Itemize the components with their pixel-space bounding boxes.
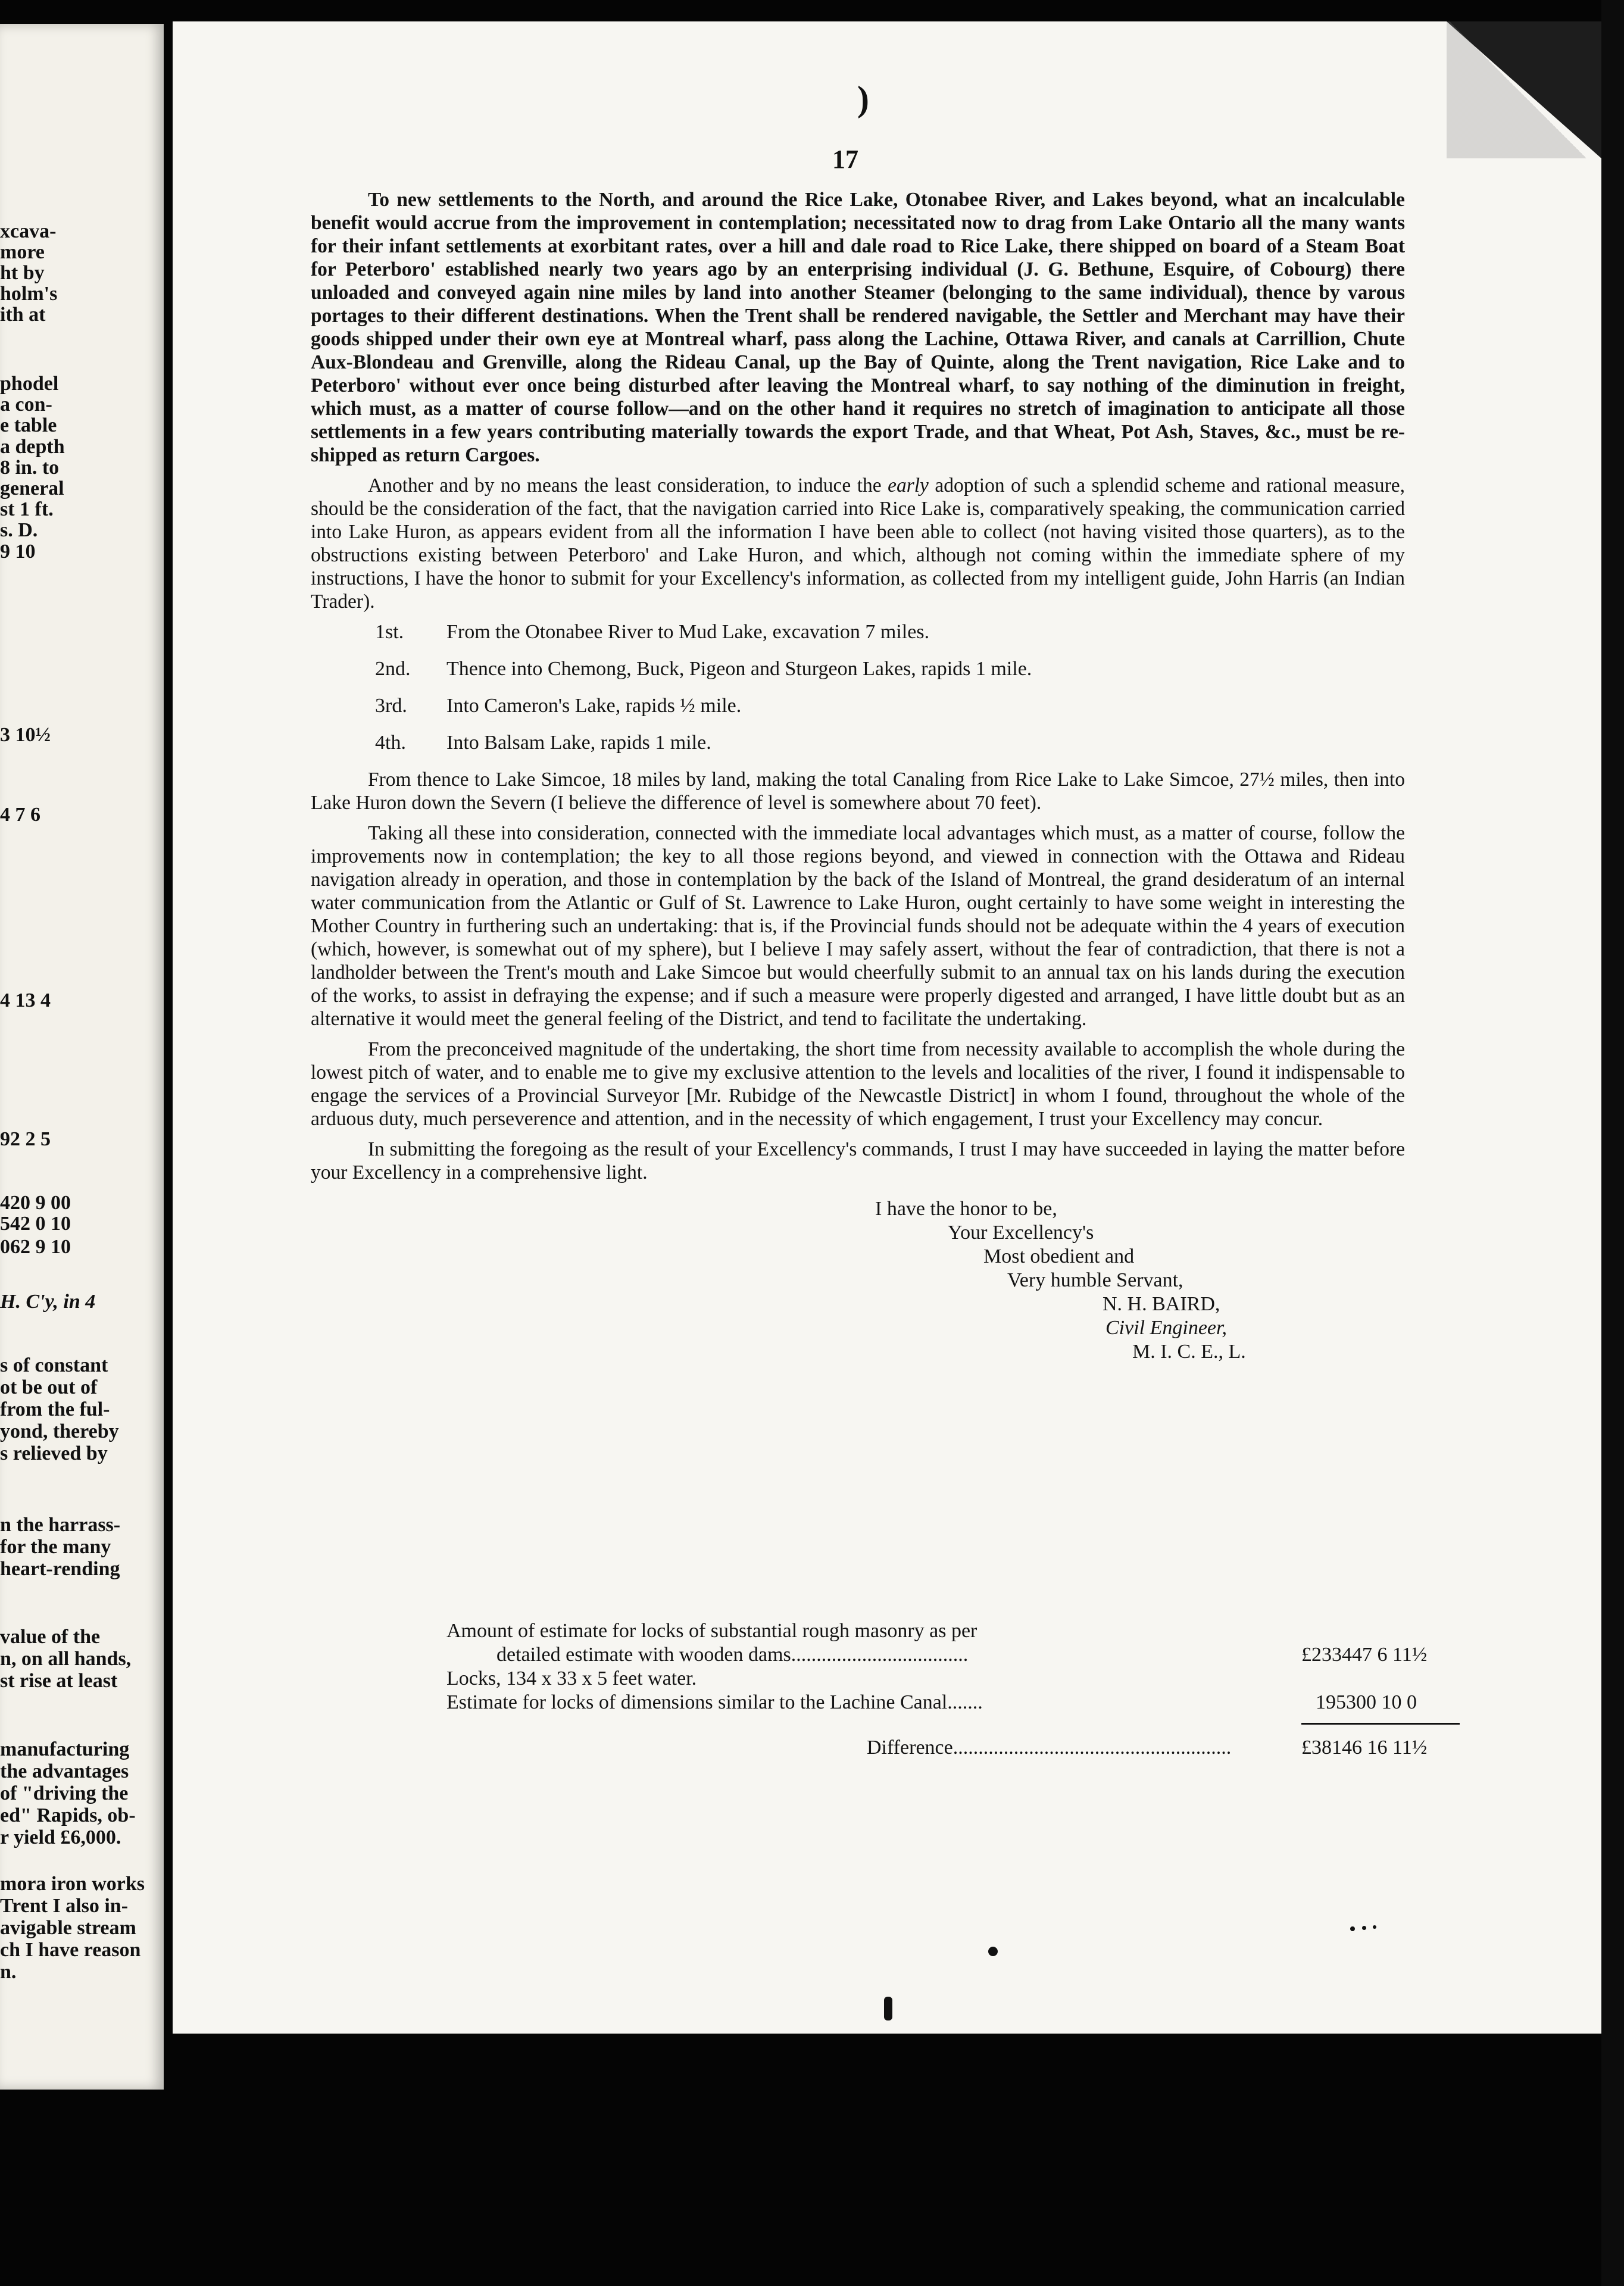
estimate-row: [446, 1667, 1470, 1691]
paragraph-2-italic: early: [888, 474, 929, 496]
signature-title: Civil Engineer,: [1105, 1317, 1227, 1339]
difference-label: Difference.......................................................: [867, 1737, 1232, 1759]
ink-speck: [988, 1947, 998, 1956]
estimate-row: [446, 1619, 1470, 1643]
difference-amount: £38146 16 11½: [1301, 1737, 1428, 1759]
list-item: [375, 657, 1405, 681]
closing-block: [311, 1197, 1405, 1364]
adjacent-page-fragment: a con-: [0, 394, 52, 416]
adjacent-page-fragment: more: [0, 241, 45, 263]
closing-line: I have the honor to be,: [875, 1198, 1057, 1220]
adjacent-page-fragment: Trent I also in-: [0, 1895, 129, 1917]
paragraph-4: Taking all these into consideration, connected with the immediate local advantages which must, as a matter of course, follow the improvements now in contemplation; the key to all those regions beyond, and viewed in connection with the Ottawa and Rideau navigation already in operation, and those in contemplation by the back of the Island of Montreal, the grand desideratum of an internal water communication from the Atlantic or Gulf of St. Lawrence to Lake Huron, ought certainly to have some weight in interesting the Mother Country in furthering such an undertaking: that is, if the Provincial funds should not be adequate within the 4 years of execution (which, however, is somewhat out of my sphere), but I believe I may safely assert, without the fear of contradiction, that there is not a landholder between the Trent's mouth and Lake Simcoe but would cheerfully submit to an annual tax on his lands during the execution of the works, to assist in defraying the expense; and if such a measure were properly digested and arranged, I have little doubt but as an alternative it would meet the general feeling of the District, and tend to facilitate the undertaking.: [311, 822, 1405, 1030]
adjacent-page-fragment: avigable stream: [0, 1917, 136, 1939]
page-number: 17: [832, 145, 858, 174]
estimate-row: [446, 1643, 1470, 1667]
paragraph-3: From thence to Lake Simcoe, 18 miles by land, making the total Canaling from Rice Lake to Lake Simcoe, 27½ miles, then into Lake Huron down the Severn (I believe the difference of level is somewhere about 70 feet).: [311, 769, 1405, 814]
adjacent-page-fragment: manufacturing: [0, 1738, 130, 1760]
paragraph-1: To new settlements to the North, and around the Rice Lake, Otonabee River, and Lakes beyond, what an incalculable benefit would accrue from the improvement in contemplation; necessitated now to drag from Lake Ontario all the many wants for their infant settlements at exorbitant rates, over a hill and dale road to Rice Lake, there shipped on board of a Steam Boat for Peterboro' established nearly two years ago by an enterprising individual (J. G. Bethune, Esquire, of Cobourg) there unloaded and conveyed again nine miles by land into another Steamer (belonging to the same individual), thence by varous portages to their different destinations. When the Trent shall be rendered navigable, the Settler and Merchant may have their goods shipped under their own eye at Montreal wharf, pass along the Lachine, Ottawa River, and canals at Carrillion, Chute Aux-Blondeau and Grenville, along the Rideau Canal, up the Bay of Quinte, along the Trent navigation, Rice Lake and to Peterboro' without ever once being disturbed after leaving the Montreal wharf, to say nothing of the diminution in freight, which must, as a matter of course follow—and on the other hand it requires no stretch of imagination to anticipate all those settlements in a few years contributing materially towards the export Trade, and that Wheat, Pot Ash, Staves, &c., must be re-shipped as return Cargoes.: [311, 189, 1405, 466]
adjacent-page-fragment: st 1 ft.: [0, 498, 54, 520]
estimate-label: detailed estimate with wooden dams...................................: [496, 1644, 969, 1666]
list-text: Into Balsam Lake, rapids 1 mile.: [446, 732, 711, 754]
sum-rule: [1301, 1723, 1460, 1725]
corner-shadow: [1447, 21, 1589, 158]
estimate-row: [446, 1736, 1470, 1760]
estimate-label: Amount of estimate for locks of substantial rough masonry as per: [446, 1620, 977, 1642]
ink-speck: [1373, 1925, 1376, 1929]
body-text: [311, 188, 1405, 1364]
adjacent-page-fragment: H. C'y, in 4: [0, 1291, 96, 1313]
adjacent-page-fragment: r yield £6,000.: [0, 1826, 121, 1848]
estimate-label: Locks, 134 x 33 x 5 feet water.: [446, 1667, 697, 1689]
adjacent-page-fragment: n, on all hands,: [0, 1648, 132, 1670]
adjacent-page-fragment: yond, thereby: [0, 1420, 119, 1442]
signature-name: N. H. BAIRD,: [1103, 1293, 1220, 1315]
list-number: 4th.: [375, 732, 406, 754]
estimate-label: Estimate for locks of dimensions similar to the Lachine Canal.......: [446, 1691, 983, 1713]
list-number: 3rd.: [375, 695, 407, 717]
list-number: 2nd.: [375, 658, 411, 680]
closing-line: Most obedient and: [983, 1245, 1135, 1267]
list-text: Thence into Chemong, Buck, Pigeon and Sturgeon Lakes, rapids 1 mile.: [446, 658, 1032, 680]
adjacent-page-fragment: ch I have reason: [0, 1939, 141, 1961]
adjacent-page-fragment: phodel: [0, 373, 59, 395]
list-text: From the Otonabee River to Mud Lake, excavation 7 miles.: [446, 621, 930, 643]
list-number: 1st.: [375, 621, 404, 643]
estimate-row: [446, 1691, 1470, 1714]
adjacent-page-fragment: 420 9 00: [0, 1192, 71, 1214]
document-page: [173, 21, 1601, 2034]
adjacent-page-fragment: heart-rending: [0, 1558, 120, 1580]
adjacent-page-fragment: ith at: [0, 304, 46, 326]
adjacent-page-fragment: st rise at least: [0, 1670, 118, 1692]
adjacent-page-fragment: s. D.: [0, 519, 38, 541]
ink-speck: [1350, 1926, 1355, 1931]
list-text: Into Cameron's Lake, rapids ½ mile.: [446, 695, 742, 717]
adjacent-page-fragment: ht by: [0, 262, 45, 284]
closing-line: Very humble Servant,: [1007, 1269, 1183, 1291]
list-item: [375, 731, 1405, 755]
scan-border: [1601, 0, 1624, 2286]
adjacent-page-fragment: 9 10: [0, 541, 36, 563]
paragraph-5: From the preconceived magnitude of the undertaking, the short time from necessity available to accomplish the whole during the lowest pitch of water, and to enable me to give my exclusive attention to the levels and localities of the river, I found it indispensable to engage the services of a Provincial Surveyor [Mr. Rubidge of the Newcastle District] in whom I found, throughout the whole of the arduous duty, much perseverence and attention, and in the necessity of which engagement, I trust your Excellency may concur.: [311, 1038, 1405, 1130]
adjacent-page-fragment: the advantages: [0, 1760, 129, 1782]
estimate-table: [446, 1619, 1470, 1760]
list-item: [375, 694, 1405, 718]
paragraph-2: [311, 474, 1405, 613]
adjacent-page-fragment: 3 10½: [0, 724, 51, 746]
adjacent-page-fragment: mora iron works: [0, 1873, 145, 1895]
adjacent-page-fragment: 4 7 6: [0, 804, 40, 826]
adjacent-page-fragment: a depth: [0, 436, 65, 458]
adjacent-page-fragment: general: [0, 477, 64, 499]
adjacent-page-fragment: value of the: [0, 1626, 101, 1648]
adjacent-page-fragment: 92 2 5: [0, 1128, 51, 1150]
adjacent-page-fragment: n the harrass-: [0, 1514, 121, 1536]
adjacent-page-fragment: s of constant: [0, 1354, 108, 1376]
ink-speck: [1362, 1926, 1366, 1930]
top-mark: ): [857, 79, 869, 118]
estimate-amount: 195300 10 0: [1316, 1691, 1417, 1713]
adjacent-page-fragment: ed" Rapids, ob-: [0, 1804, 136, 1826]
adjacent-page-fragment: xcava-: [0, 220, 57, 242]
closing-line: Your Excellency's: [948, 1222, 1094, 1244]
adjacent-page-fragment: e table: [0, 414, 57, 436]
adjacent-page-fragment: s relieved by: [0, 1442, 108, 1464]
bottom-mark: [884, 1997, 892, 2020]
adjacent-page-fragment: 062 9 10: [0, 1236, 71, 1258]
adjacent-page: [0, 24, 164, 2090]
adjacent-page-fragment: from the ful-: [0, 1398, 110, 1420]
signature-credentials: M. I. C. E., L.: [1132, 1341, 1246, 1363]
estimate-amount: £233447 6 11½: [1301, 1644, 1428, 1666]
paragraph-2-start: Another and by no means the least consideration, to induce the: [368, 474, 888, 496]
adjacent-page-fragment: holm's: [0, 283, 58, 305]
adjacent-page-fragment: 4 13 4: [0, 989, 51, 1011]
paragraph-2-end: adoption of such a splendid scheme and rational measure, should be the consideration of the fact, that the navigation carried into Rice Lake is, comparatively speaking, the communication carried into Lake Huron, as appears evident from all the information I have been able to collect (not having visited those quarters), as to the obstructions existing between Peterboro' and Lake Huron, and which, although not coming within the immediate sphere of my instructions, I have the honor to submit for your Excellency's information, as collected from my intelligent guide, John Harris (an Indian Trader).: [311, 474, 1405, 613]
paragraph-6: In submitting the foregoing as the result of your Excellency's commands, I trust I may have succeeded in laying the matter before your Excellency in a comprehensive light.: [311, 1138, 1405, 1183]
adjacent-page-fragment: of "driving the: [0, 1782, 129, 1804]
list-item: [375, 620, 1405, 644]
adjacent-page-fragment: n.: [0, 1961, 17, 1983]
adjacent-page-fragment: ot be out of: [0, 1376, 98, 1398]
adjacent-page-fragment: 8 in. to: [0, 457, 60, 479]
adjacent-page-fragment: 542 0 10: [0, 1213, 71, 1235]
adjacent-page-fragment: for the many: [0, 1536, 111, 1558]
